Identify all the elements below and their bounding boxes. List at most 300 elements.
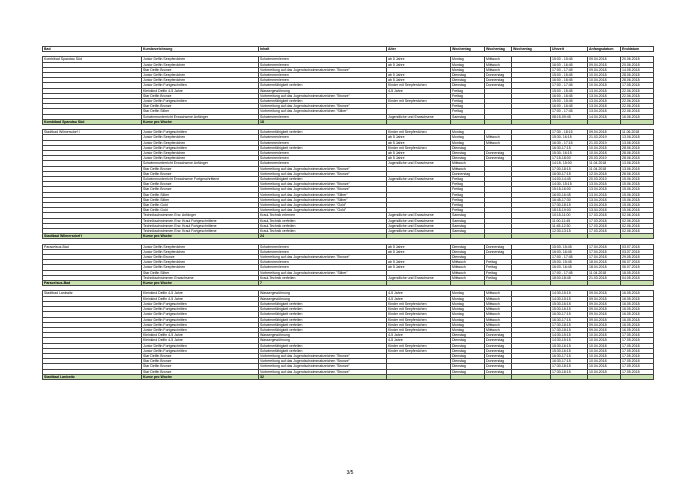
table-cell: 28.06.2018 (621, 151, 654, 156)
table-cell: Junior Delfin Seepferdchen (142, 156, 259, 161)
table-cell: Montag (451, 322, 485, 327)
table-cell: Kinder mit Seepferdchen (387, 145, 451, 150)
summary-empty-cell (621, 374, 654, 379)
table-cell: Freitag (451, 187, 485, 192)
table-cell: Freitag (451, 93, 485, 98)
table-cell: Kleinkind Delfin 4-5 Jahre (142, 88, 259, 93)
table-cell: Star Delfin Bronze (142, 182, 259, 187)
table-cell: 20.03.2019 (588, 177, 621, 182)
table-cell: Dienstag (451, 78, 485, 83)
table-cell: Jugendliche und Erwachsene (387, 161, 451, 166)
table-cell: Montag (451, 312, 485, 317)
table-cell: Junior Delfin Bronze (142, 255, 259, 260)
table-cell: 16:00- 16:45 (551, 249, 588, 254)
table-cell: Montag (451, 57, 485, 62)
table-cell: 13.04.2018 (588, 104, 621, 109)
table-cell: Dienstag (451, 348, 485, 353)
table-cell: Mittwoch (451, 275, 485, 280)
table-cell: Star Delfin Silber (142, 109, 259, 114)
table-cell: 20.06.2018 (621, 57, 654, 62)
table-cell: Montag (451, 296, 485, 301)
table-cell: Vorbereitung auf das Jugendschwimmabzeichen "Bronze" (259, 353, 387, 358)
table-cell: Freitag (451, 104, 485, 109)
table-cell: 10.04.2018 (588, 145, 621, 150)
summary-bad: Stadtbad Wilmersdorf I (43, 234, 142, 239)
table-cell: Stadtbad Wilmersdorf I (43, 130, 142, 135)
table-cell: Junior Delfin Seepferdchen (142, 244, 259, 249)
table-cell: 14:30-15:15 (551, 296, 588, 301)
table-cell: Kraul-Technik verfeilen (259, 275, 387, 280)
table-cell: Kinder mit Seepferdchen (387, 99, 451, 104)
table-cell: Junior Delfin Fortgeschritten (142, 343, 259, 348)
table-body (43, 52, 654, 380)
header-kursbezeichnung: Kursbezeichnung (142, 47, 259, 52)
table-cell: Donnerstag (485, 369, 512, 374)
table-cell: Dienstag (451, 156, 485, 161)
table-cell: 13.04.2018 (588, 208, 621, 213)
table-cell: 13.04.2018 (588, 88, 621, 93)
table-cell: 15.06.2018 (621, 197, 654, 202)
table-cell: 17.04.2018 (588, 255, 621, 260)
table-cell: Montag (451, 135, 485, 140)
table-cell: ab 5 Jahre (387, 135, 451, 140)
summary-label: Kurse pro Woche (142, 374, 259, 379)
table-cell: Mittwoch (485, 327, 512, 332)
table-cell: ab 5 Jahre (387, 244, 451, 249)
table-cell: ab 5 Jahre (387, 57, 451, 62)
table-cell: Junior Delfin Seepferdchen (142, 135, 259, 140)
summary-label: Kurse pro Woche (142, 234, 259, 239)
table-cell: 13.04.2018 (588, 187, 621, 192)
table-cell: 11:00-11:45 (551, 218, 588, 223)
table-cell: 15:30-16:15 (551, 348, 588, 353)
table-cell: Junior Delfin Seepferdchen (142, 78, 259, 83)
table-cell: Montag (451, 327, 485, 332)
table-cell: Stadtbad Lankwitz (43, 291, 142, 296)
table-cell: 10.04.2018 (588, 78, 621, 83)
table-cell: Junior Delfin Fortgeschritten (142, 348, 259, 353)
table-cell: 14:00-14:45 (551, 177, 588, 182)
table-cell: 29.05.2018 (621, 255, 654, 260)
table-cell: Montag (451, 140, 485, 145)
table-cell: Junior Delfin Seepferdchen (142, 57, 259, 62)
table-cell: 17:30-18:15 (551, 322, 588, 327)
table-cell: 15.06.2018 (621, 182, 654, 187)
table-cell: Vorbereitung auf das Jugendschwimmabzeichen "Silber" (259, 109, 387, 114)
table-cell: 16:00-16:45 (551, 192, 588, 197)
table-cell: Donnerstag (485, 83, 512, 88)
table-cell: 17.05.2018 (621, 359, 654, 364)
table-cell: Junior Delfin Seepferdchen (142, 73, 259, 78)
table-cell: 17:30-18:15 (551, 327, 588, 332)
table-cell: ab 5 Jahre (387, 73, 451, 78)
table-cell: ab 5 Jahre (387, 151, 451, 156)
table-cell: ab 5 Jahre (387, 78, 451, 83)
table-cell: 14:30-15:15 (551, 291, 588, 296)
table-cell: Mittwoch (451, 161, 485, 166)
table-cell: Jugendliche und Erwachsene (387, 114, 451, 119)
table-cell: 17:00 - 17:45 (551, 255, 588, 260)
table-cell: Schwimmfähigkeit verfeilen (259, 312, 387, 317)
table-cell: 18:00-18:45 (551, 275, 588, 280)
table-cell: Donnerstag (485, 151, 512, 156)
table-cell: Schwimmfähigkeit verfeilen (259, 343, 387, 348)
table-cell: Mittwoch (485, 67, 512, 72)
table-cell: ab 5 Jahre (387, 249, 451, 254)
table-cell: ab 5 Jahre (387, 140, 451, 145)
table-cell: ab 5 Jahre (387, 156, 451, 161)
table-cell: 02.06.2018 (621, 223, 654, 228)
table-cell: Wassergewöhnung (259, 291, 387, 296)
table-cell: 17.05.2018 (621, 83, 654, 88)
table-cell: Schwimmfähigkeit verfeilen (259, 83, 387, 88)
table-cell: 15:30- 16:15 (551, 151, 588, 156)
table-cell: Vorbereitung auf das Jugendschwimmabzeichen "Bronze" (259, 104, 387, 109)
table-cell: Junior Delfin Fortgeschritten (142, 327, 259, 332)
table-cell: 17:30-18:15 (551, 166, 588, 171)
table-cell: Star Delfin Bronze (142, 359, 259, 364)
table-cell: Junior Delfin Fortgeschritten (142, 317, 259, 322)
table-cell: 10.04.2018 (588, 343, 621, 348)
table-cell: Samstag (451, 213, 485, 218)
table-cell: Donnerstag (451, 171, 485, 176)
table-cell: Kinder mit Seepferdchen (387, 317, 451, 322)
table-cell: Paracelsus-Bad (43, 244, 142, 249)
table-cell: Schwimmenlernen (259, 78, 387, 83)
table-cell: Schwimmfähigkeit verfeilen (259, 307, 387, 312)
table-cell: 12:30-13:15 (551, 229, 588, 234)
table-cell: 16:00 - 16:45 (551, 62, 588, 67)
table-cell: Montag (451, 62, 485, 67)
table-cell: Technikschwimmen Erwachsene (142, 275, 259, 280)
table-cell: Star Delfin Bronze (142, 67, 259, 72)
table-cell: 10.04.2018 (588, 151, 621, 156)
table-cell: Montag (451, 317, 485, 322)
table-cell: 20.03.2019 (588, 156, 621, 161)
table-cell: 17.03.2018 (588, 229, 621, 234)
table-cell: Vorbereitung auf das Jugendschwimmabzeichen "Bronze" (259, 93, 387, 98)
table-cell: Dienstag (451, 364, 485, 369)
table-cell: Dienstag (451, 83, 485, 88)
table-cell: 15:00- 15:45 (551, 244, 588, 249)
table-cell: 12.04.2018 (588, 171, 621, 176)
table-cell: 10.04.2018 (588, 83, 621, 88)
table-cell: 17:30-18:15 (551, 369, 588, 374)
table-cell: 17:00 - 17:45 (551, 67, 588, 72)
table-cell: Schwimmenlernen (259, 57, 387, 62)
table-cell: 22.06.2018 (621, 99, 654, 104)
table-cell: Junior Delfin Fortgeschritten (142, 130, 259, 135)
table-cell: Samstag (451, 223, 485, 228)
table-cell: Star Delfin Silber (142, 197, 259, 202)
table-cell: 16.05.2018 (621, 312, 654, 317)
table-cell: 15:00- 15:45 (551, 260, 588, 265)
table-cell: Freitag (451, 99, 485, 104)
table-cell: 09.04.2018 (588, 312, 621, 317)
table-cell: Schwimmenlernen (259, 265, 387, 270)
header-anfangsdatum: Anfangsdatum (588, 47, 621, 52)
table-cell: 16.05.2018 (621, 291, 654, 296)
table-cell: 16:30-17:15 (551, 317, 588, 322)
table-cell: Star Delfin Silber (142, 270, 259, 275)
table-cell: Vorbereitung auf das Jugendschwimmabzeichen "Bronze" (259, 364, 387, 369)
table-cell: 17:00 - 17:45 (551, 109, 588, 114)
table-cell: 20.06.2018 (621, 62, 654, 67)
table-cell: 13.06.2018 (621, 135, 654, 140)
header-enddatum: Enddatum (621, 47, 654, 52)
table-cell: 17.03.2018 (588, 218, 621, 223)
table-cell: Junior Delfin Fortgeschritten (142, 322, 259, 327)
table-cell: 09.04.2018 (588, 296, 621, 301)
table-cell: 09.04.2018 (588, 291, 621, 296)
table-cell: Kinder mit Seepferdchen (387, 307, 451, 312)
table-cell: Kraul-Technik verfeilen (259, 218, 387, 223)
table-cell: 13.04.2018 (588, 203, 621, 208)
table-cell: 11:45-12:30 (551, 223, 588, 228)
table-cell: 10:15-11:00 (551, 213, 588, 218)
table-cell: Junior Delfin Fortgeschritten (142, 301, 259, 306)
table-cell: Freitag (451, 197, 485, 202)
table-cell: Junior Delfin Seepferdchen (142, 62, 259, 67)
table-cell: Montag (451, 67, 485, 72)
table-cell: 15.06.2018 (621, 187, 654, 192)
table-cell: Mittwoch (485, 135, 512, 140)
table-cell: 17.05.2018 (621, 348, 654, 353)
table-cell: Donnerstag (485, 343, 512, 348)
table-cell: 18.05.2018 (621, 270, 654, 275)
table-cell: 10.04.2018 (588, 353, 621, 358)
summary-count: 24 (259, 234, 387, 239)
table-cell: Vorbereitung auf das Jugendschwimmabzeichen "Bronze" (259, 187, 387, 192)
table-cell: 16.05.2018 (621, 301, 654, 306)
table-cell: Kinder mit Seepferdchen (387, 83, 451, 88)
table-cell: 17.05.2018 (621, 338, 654, 343)
table-cell: 16:30-17:15 (551, 312, 588, 317)
table-cell: 15:30-16:15 (551, 307, 588, 312)
table-cell: 16:00 - 16:45 (551, 78, 588, 83)
table-cell: Kleinkind Delfin 4-5 Jahre (142, 291, 259, 296)
table-cell: 4-5 Jahre (387, 291, 451, 296)
table-cell: Kinder mit Seepferdchen (387, 130, 451, 135)
table-cell: Schwimmfähigkeit verfeilen (259, 177, 387, 182)
table-cell: Mittwoch (485, 140, 512, 145)
table-cell: Samstag (451, 229, 485, 234)
table-cell: Kinder mit Seepferdchen (387, 343, 451, 348)
table-cell: Schwimmunterricht Erwachsene Anfänger (142, 161, 259, 166)
table-cell: Mittwoch (485, 62, 512, 67)
table-cell: Wassergewöhnung (259, 296, 387, 301)
table-cell: Dienstag (451, 338, 485, 343)
table-cell: Kinder mit Seepferdchen (387, 322, 451, 327)
table-cell: Kinder mit Seepferdchen (387, 301, 451, 306)
table-cell: Star Delfin Gold (142, 203, 259, 208)
table-cell: 17:00 - 17:45 (551, 83, 588, 88)
table-cell: Junior Delfin Seepferdchen (142, 260, 259, 265)
table-cell: Freitag (451, 208, 485, 213)
table-cell: Schwimmunterricht Erwachsene Anfänger (142, 114, 259, 119)
table-cell: Montag (451, 130, 485, 135)
summary-empty-cell (387, 374, 451, 379)
summary-count: 7 (259, 281, 387, 286)
table-cell: Kleinkind Delfin 4-5 Jahre (142, 296, 259, 301)
course-table (42, 46, 654, 380)
table-cell: 09.04.2018 (588, 130, 621, 135)
header-inhalt: Inhalt (259, 47, 387, 52)
table-cell: 16.05.2018 (621, 307, 654, 312)
table-cell: 22.06.2018 (621, 104, 654, 109)
table-cell: Vorbereitung auf das Jugendschwimmabzeichen "Gold" (259, 203, 387, 208)
table-cell: Junior Delfin Fortgeschritten (142, 145, 259, 150)
table-cell: Junior Delfin Fortgeschritten (142, 307, 259, 312)
table-cell: Vorbereitung auf das Jugendschwimmabzeichen "Bronze" (259, 182, 387, 187)
table-cell: 15:00 - 15:45 (551, 73, 588, 78)
table-cell: 13.04.2018 (588, 192, 621, 197)
table-cell: Kinder mit Seepferdchen (387, 312, 451, 317)
table-cell: 16.05.2018 (621, 327, 654, 332)
table-cell: Junior Delfin Seepferdchen (142, 140, 259, 145)
table-cell: 10.04.2018 (588, 333, 621, 338)
table-cell: 22.06.2018 (621, 109, 654, 114)
table-cell: 16.05.2018 (621, 296, 654, 301)
summary-empty-cell (512, 374, 551, 379)
table-cell: 17.04.2018 (588, 249, 621, 254)
table-cell: Mittwoch (485, 291, 512, 296)
table-cell: Vorbereitung auf das Jugendschwimmabzeichen "Bronze" (259, 255, 387, 260)
table-cell: Junior Delfin Fortgeschritten (142, 312, 259, 317)
table-cell: Mittwoch (485, 312, 512, 317)
table-cell: Freitag (451, 109, 485, 114)
table-cell: 28.06.2018 (621, 145, 654, 150)
table-cell: Schwimmfähigkeit verfeilen (259, 322, 387, 327)
table-cell: Freitag (485, 275, 512, 280)
table-cell: Star Delfin Bronze (142, 364, 259, 369)
table-cell: 09.04.2018 (588, 62, 621, 67)
table-cell: Jugendliche und Erwachsene (387, 223, 451, 228)
table-cell: 4-5 Jahre (387, 333, 451, 338)
table-cell: 13.04.2018 (588, 109, 621, 114)
header-wochentag-2: Wochentag (485, 47, 512, 52)
summary-bad: Paracelsus-Bad (43, 281, 142, 286)
table-cell: 11.06.2018 (621, 130, 654, 135)
summary-empty-cell (588, 374, 621, 379)
table-cell: 18.04.2018 (588, 260, 621, 265)
table-cell: Kinder mit Seepferdchen (387, 348, 451, 353)
table-cell: Junior Delfin Seepferdchen (142, 151, 259, 156)
table-cell: 17:30-18:15 (551, 203, 588, 208)
table-cell: ab 5 Jahre (387, 260, 451, 265)
table-cell: Star Delfin Silber (142, 192, 259, 197)
table-cell: 09.04.2018 (588, 57, 621, 62)
table-cell: ab 5 Jahre (387, 62, 451, 67)
table-cell: 16.05.2018 (621, 322, 654, 327)
table-cell: Technikschwimmen Erw. Kraul Fortgeschrittene (142, 229, 259, 234)
table-cell: Donnerstag (485, 249, 512, 254)
table-cell: Star Delfin Bronze (142, 187, 259, 192)
table-cell: 14.05.2018 (621, 67, 654, 72)
table-cell: Samstag (451, 218, 485, 223)
table-cell: Donnerstag (485, 348, 512, 353)
table-cell: Schwimmfähigkeit verfeilen (259, 99, 387, 104)
table-cell: 16.06.2018 (621, 114, 654, 119)
table-cell: Montag (451, 291, 485, 296)
table-cell: Vorbereitung auf das Jugendschwimmabzeichen "Bronze" (259, 166, 387, 171)
table-cell: 17:00 - 17:45 (551, 270, 588, 275)
table-cell: 4-5 Jahre (387, 296, 451, 301)
table-cell: 18:15-19:00 (551, 208, 588, 213)
table-cell: 17:15-18:00 (551, 156, 588, 161)
table-cell: 14.04.2018 (588, 114, 621, 119)
table-cell: Vorbereitung auf das Jugendschwimmabzeichen "Silber" (259, 192, 387, 197)
table-cell: 06.07.2018 (621, 265, 654, 270)
table-cell: 16:45-17:30 (551, 197, 588, 202)
table-cell: Wassergewöhnung (259, 338, 387, 343)
table-cell: Schwimmfähigkeit verfeilen (259, 317, 387, 322)
table-cell: 10.04.2018 (588, 348, 621, 353)
table-cell: Junior Delfin Fortgeschritten (142, 99, 259, 104)
table-cell: Wassergewöhnung (259, 88, 387, 93)
table-cell: Mittwoch (485, 317, 512, 322)
table-cell: Technikschwimmen Erw. Kraul Fortgeschrittene (142, 223, 259, 228)
table-cell: 09.04.2018 (588, 301, 621, 306)
table-cell: 16:30 - 17:15 (551, 140, 588, 145)
course-table-sheet (42, 46, 653, 380)
table-cell: Donnerstag (485, 156, 512, 161)
table-cell: Freitag (451, 88, 485, 93)
table-cell: 15.06.2018 (621, 192, 654, 197)
table-cell: Mittwoch (451, 166, 485, 171)
summary-count: 18 (259, 119, 387, 124)
header-uhrzeit: Uhrzeit (551, 47, 588, 52)
table-cell: Freitag (451, 203, 485, 208)
table-cell: Star Delfin Bronze (142, 166, 259, 171)
table-cell: Schwimmenlernen (259, 114, 387, 119)
table-cell: 17.05.2018 (621, 353, 654, 358)
table-cell: Kraul-Technik verfeilen (259, 223, 387, 228)
table-cell: 28.06.2018 (621, 78, 654, 83)
table-cell: Kombibad Spandau Süd (43, 57, 142, 62)
table-cell: Schwimmfähigkeit verfeilen (259, 327, 387, 332)
table-cell: Dienstag (451, 73, 485, 78)
table-cell: Star Delfin Bronze (142, 353, 259, 358)
table-cell: Donnerstag (485, 359, 512, 364)
table-cell: 17.05.2018 (621, 369, 654, 374)
table-cell: Vorbereitung auf das Jugendschwimmabzeichen "Silber" (259, 197, 387, 202)
table-cell: 17:30-18:15 (551, 364, 588, 369)
table-cell: Dienstag (451, 145, 485, 150)
table-cell: Kraul-Technik verfeilen (259, 229, 387, 234)
table-cell: Kleinkind Delfin 4-5 Jahre (142, 333, 259, 338)
table-cell: Star Delfin Gold (142, 208, 259, 213)
table-cell: ab 5 Jahre (387, 265, 451, 270)
table-cell: 15:00 - 15:45 (551, 99, 588, 104)
table-cell: Freitag (451, 192, 485, 197)
table-cell: 17.05.2018 (621, 343, 654, 348)
table-cell: Donnerstag (485, 78, 512, 83)
table-cell: 16:00 - 16:45 (551, 104, 588, 109)
table-cell: Mittwoch (485, 296, 512, 301)
table-cell: 13.04.2018 (588, 93, 621, 98)
table-cell: Freitag (485, 265, 512, 270)
table-cell: Vorbereitung auf das Jugendschwimmabzeichen "Bronze" (259, 67, 387, 72)
table-cell: Schwimmenlernen (259, 244, 387, 249)
table-cell: 10.04.2018 (588, 73, 621, 78)
table-cell: 14:30-15:15 (551, 333, 588, 338)
table-cell: Mittwoch (485, 57, 512, 62)
table-cell: Jugendliche und Erwachsene (387, 213, 451, 218)
table-cell: Vorbereitung auf das Jugendschwimmabzeichen "Silber" (259, 270, 387, 275)
table-cell: 13.06.2018 (621, 161, 654, 166)
table-cell: Schwimmfähigkeit verfeilen (259, 348, 387, 353)
